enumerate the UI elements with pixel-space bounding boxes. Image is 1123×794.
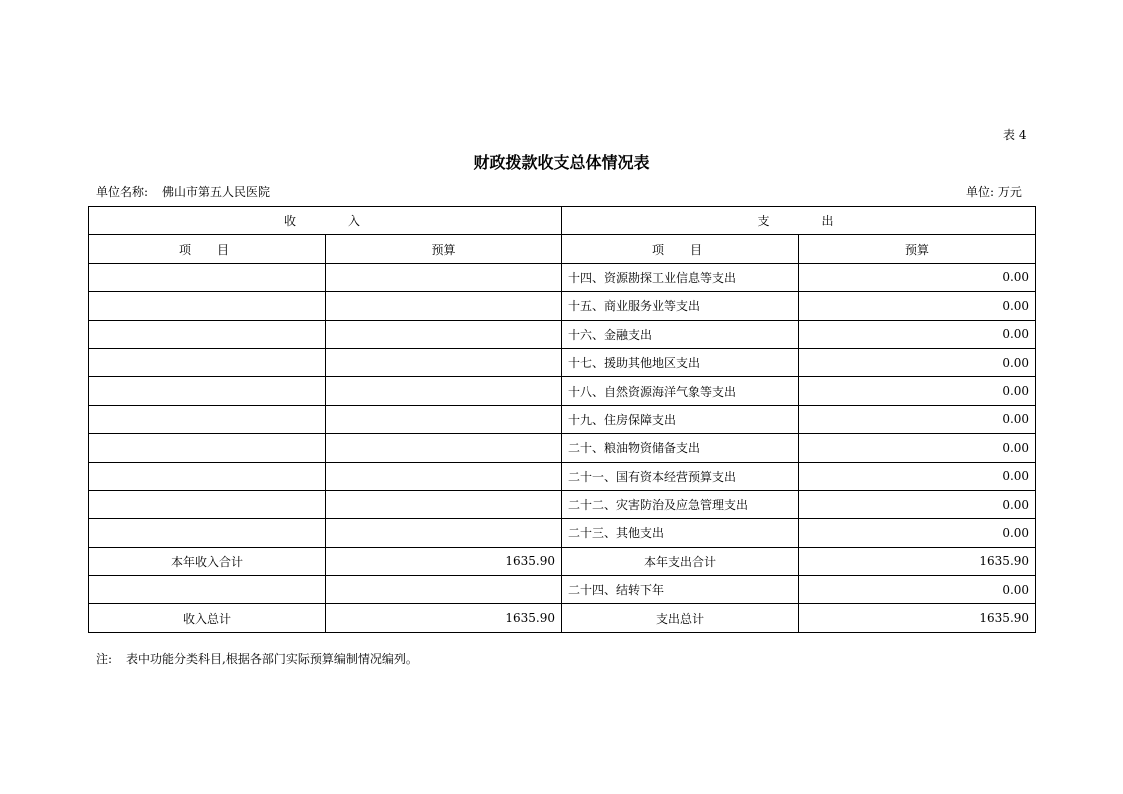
expense-year-total-value: 1635.90: [799, 547, 1036, 575]
expense-budget-cell: 0.00: [799, 405, 1036, 433]
income-grand-total-label: 收入总计: [89, 604, 326, 632]
expense-item-cell: 二十二、灾害防治及应急管理支出: [562, 490, 799, 518]
expense-item-header: 项目: [562, 235, 799, 263]
currency-unit: 单位: 万元: [966, 185, 1022, 199]
income-item-cell: [89, 348, 326, 376]
expense-budget-header: 预算: [799, 235, 1036, 263]
income-budget-cell: [326, 292, 562, 320]
expense-item-cell: 十九、住房保障支出: [562, 405, 799, 433]
budget-table: [88, 206, 1036, 633]
footnote-label: 注:: [96, 652, 113, 666]
expense-budget-cell: 0.00: [799, 519, 1036, 547]
income-item-header: 项目: [89, 235, 326, 263]
expense-item-cell: 二十、粮油物资储备支出: [562, 434, 799, 462]
expense-grand-total-label: 支出总计: [562, 604, 799, 632]
income-item-cell: [89, 462, 326, 490]
expense-year-total-label: 本年支出合计: [562, 547, 799, 575]
income-year-total-value: 1635.90: [326, 547, 562, 575]
income-budget-cell: [326, 434, 562, 462]
table-row: [89, 405, 1036, 433]
expense-grand-total-value: 1635.90: [799, 604, 1036, 632]
expense-item-cell: 十五、商业服务业等支出: [562, 292, 799, 320]
income-budget-cell: [326, 263, 562, 291]
expense-item-cell: 二十三、其他支出: [562, 519, 799, 547]
group-header-row: [89, 207, 1036, 235]
carry-over-label: 二十四、结转下年: [562, 576, 799, 604]
income-item-cell: [89, 320, 326, 348]
income-item-cell: [89, 405, 326, 433]
expense-budget-cell: 0.00: [799, 490, 1036, 518]
unit-name: [96, 184, 270, 200]
income-budget-header: 预算: [326, 235, 562, 263]
income-budget-cell: [326, 576, 562, 604]
income-budget-cell: [326, 377, 562, 405]
grand-total-row: [89, 604, 1036, 632]
unit-name-value: 佛山市第五人民医院: [162, 185, 271, 199]
income-budget-cell: [326, 462, 562, 490]
income-item-cell: [89, 263, 326, 291]
income-budget-cell: [326, 348, 562, 376]
page-title: 财政拨款收支总体情况表: [473, 153, 650, 172]
income-item-cell: [89, 576, 326, 604]
expense-item-cell: 十四、资源勘探工业信息等支出: [562, 263, 799, 291]
expense-item-cell: 十八、自然资源海洋气象等支出: [562, 377, 799, 405]
table-row: [89, 263, 1036, 291]
expense-group-header: 支出: [562, 207, 1036, 235]
income-budget-cell: [326, 519, 562, 547]
income-budget-cell: [326, 405, 562, 433]
income-item-cell: [89, 490, 326, 518]
expense-budget-cell: 0.00: [799, 462, 1036, 490]
expense-budget-cell: 0.00: [799, 263, 1036, 291]
income-item-cell: [89, 519, 326, 547]
income-item-cell: [89, 434, 326, 462]
table-row: [89, 462, 1036, 490]
expense-budget-cell: 0.00: [799, 377, 1036, 405]
expense-budget-cell: 0.00: [799, 320, 1036, 348]
income-item-cell: [89, 292, 326, 320]
carry-over-row: [89, 576, 1036, 604]
table-row: [89, 377, 1036, 405]
table-row: [89, 292, 1036, 320]
expense-budget-cell: 0.00: [799, 292, 1036, 320]
income-grand-total-value: 1635.90: [326, 604, 562, 632]
table-number: 表 4: [1003, 128, 1027, 142]
year-total-row: [89, 547, 1036, 575]
expense-item-cell: 十七、援助其他地区支出: [562, 348, 799, 376]
footnote-text: 表中功能分类科目,根据各部门实际预算编制情况编列。: [126, 652, 418, 666]
income-group-header: 收入: [89, 207, 562, 235]
expense-item-cell: 二十一、国有资本经营预算支出: [562, 462, 799, 490]
column-header-row: [89, 235, 1036, 263]
carry-over-value: 0.00: [799, 576, 1036, 604]
table-row: [89, 434, 1036, 462]
income-year-total-label: 本年收入合计: [89, 547, 326, 575]
footnote: [96, 651, 418, 667]
table-row: [89, 490, 1036, 518]
income-budget-cell: [326, 490, 562, 518]
expense-budget-cell: 0.00: [799, 348, 1036, 376]
income-item-cell: [89, 377, 326, 405]
table-row: [89, 519, 1036, 547]
table-row: [89, 348, 1036, 376]
unit-name-label: 单位名称:: [96, 185, 149, 199]
expense-budget-cell: 0.00: [799, 434, 1036, 462]
income-budget-cell: [326, 320, 562, 348]
expense-item-cell: 十六、金融支出: [562, 320, 799, 348]
table-row: [89, 320, 1036, 348]
